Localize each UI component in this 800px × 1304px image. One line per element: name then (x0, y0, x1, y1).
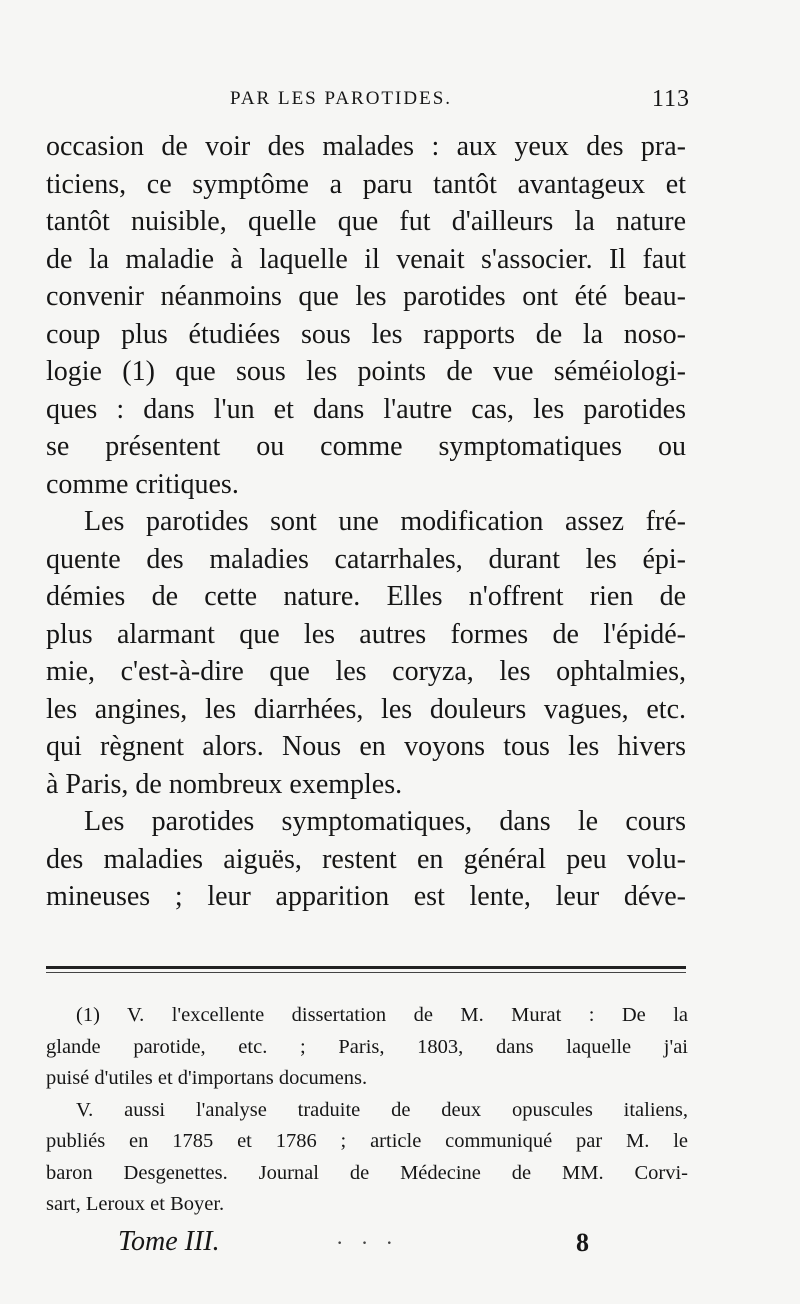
text-line: ques : dans l'un et dans l'autre cas, les parotides (46, 393, 686, 425)
text-line: logie (1) que sous les points de vue séméiologi- (46, 356, 686, 387)
footnote-line: V. aussi l'analyse traduite de deux opuscules italiens, (76, 1098, 688, 1121)
footnote-line: puisé d'utiles et d'importans documens. (46, 1067, 368, 1089)
gathering-signature: 8 (576, 1228, 589, 1257)
text-line: Les parotides symptomatiques, dans le cours (84, 806, 686, 837)
footnote-line: publiés en 1785 et 1786 ; article communiqué par M. le (46, 1130, 688, 1152)
text-line: comme critiques. (46, 468, 239, 500)
volume-signature: Tome III. (118, 1226, 220, 1257)
text-line: à Paris, de nombreux exemples. (46, 768, 403, 800)
page-header (46, 86, 690, 122)
text-line: Les parotides sont une modification assez fré- (84, 506, 686, 537)
footnote-line: (1) V. l'excellente dissertation de M. Murat : De la (76, 1004, 688, 1026)
footnote-line: baron Desgenettes. Journal de Médecine de MM. Corvi- (46, 1161, 688, 1184)
text-line: des maladies aiguës, restent en général peu volu- (46, 843, 686, 875)
text-line: démies de cette nature. Elles n'offrent rien de (46, 581, 686, 612)
footnote-rule-thin (46, 972, 686, 973)
page-footer (46, 1226, 686, 1266)
running-head: PAR LES PAROTIDES. (230, 88, 453, 109)
text-line: les angines, les diarrhées, les douleurs vagues, etc. (46, 693, 686, 725)
footnotes (46, 1000, 688, 1221)
text-line: plus alarmant que les autres formes de l'épidé- (46, 618, 686, 650)
text-line: de la maladie à laquelle il venait s'associer. Il faut (46, 243, 686, 275)
footnote-line: glande parotide, etc. ; Paris, 1803, dans laquelle j'ai (46, 1035, 688, 1058)
text-line: tantôt nuisible, quelle que fut d'ailleurs la nature (46, 206, 686, 237)
main-text (46, 128, 686, 916)
text-line: ticiens, ce symptôme a paru tantôt avantageux et (46, 168, 686, 200)
text-line: mie, c'est-à-dire que les coryza, les ophtalmies, (46, 656, 686, 687)
footnote-rule (46, 966, 686, 969)
printer-dots: · · · (336, 1230, 399, 1255)
text-line: mineuses ; leur apparition est lente, leur déve- (46, 881, 686, 912)
text-line: quente des maladies catarrhales, durant les épi- (46, 543, 686, 575)
text-line: convenir néanmoins que les parotides ont été beau- (46, 281, 686, 312)
text-line: coup plus étudiées sous les rapports de la noso- (46, 318, 686, 350)
text-line: occasion de voir des malades : aux yeux des pra- (46, 131, 686, 162)
page-number: 113 (651, 86, 690, 112)
text-line: se présentent ou comme symptomatiques ou (46, 431, 686, 462)
footnote-line: sart, Leroux et Boyer. (46, 1193, 225, 1215)
text-line: qui règnent alors. Nous en voyons tous les hivers (46, 731, 686, 762)
